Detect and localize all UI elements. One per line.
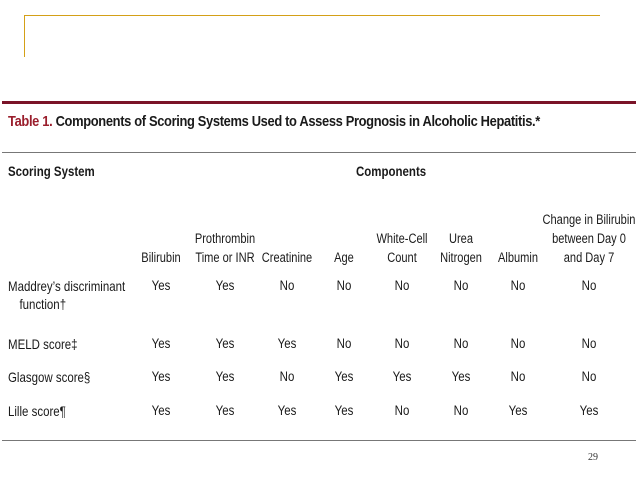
table-number: Table 1. (8, 113, 53, 130)
table-cell: Yes (508, 402, 528, 418)
table-cell: Yes (151, 277, 171, 293)
table-cell: Yes (151, 402, 171, 418)
table-header-rule (2, 152, 636, 153)
column-header-line: White-Cell (376, 231, 428, 246)
column-header-line: Count (387, 250, 417, 265)
row-label-lille-score (8, 402, 66, 420)
column-header-line: Time or INR (195, 250, 255, 265)
table-cell: Yes (334, 368, 354, 384)
table-cell: Yes (392, 368, 412, 384)
table-cell: No (336, 335, 352, 351)
row-label-maddrey-s-discriminant (8, 277, 125, 313)
table-cell: Yes (277, 335, 297, 351)
row-label-meld-score (8, 335, 78, 353)
table-cell: No (394, 335, 410, 351)
column-header-line: Creatinine (261, 250, 313, 265)
table-cell: Yes (215, 368, 235, 384)
column-header-line: Urea (448, 231, 473, 246)
table-cell: No (453, 335, 469, 351)
column-header-line: Nitrogen (440, 250, 482, 265)
table-cell: No (510, 277, 526, 293)
table-title-text: Components of Scoring Systems Used to Assess Prognosis in Alcoholic Hepatitis.* (55, 113, 540, 130)
table-cell: Yes (215, 402, 235, 418)
table-cell: No (394, 277, 410, 293)
row-label-line: Glasgow score§ (8, 369, 91, 385)
decorative-top-rule (24, 15, 600, 16)
row-label-line: Maddrey’s discriminant (8, 278, 126, 294)
column-header-line: Age (334, 250, 354, 265)
table-cell: Yes (579, 402, 599, 418)
scoring-system-header: Scoring System (8, 163, 95, 179)
table-bottom-rule (2, 440, 636, 441)
table-cell: No (510, 368, 526, 384)
table-cell: No (510, 335, 526, 351)
row-label-glasgow-score (8, 368, 90, 386)
table-title (8, 113, 540, 130)
table-cell: No (279, 368, 295, 384)
row-label-line: MELD score‡ (8, 336, 78, 352)
column-header-line: Prothrombin (194, 231, 256, 246)
row-label-line: Lille score¶ (8, 403, 66, 419)
components-header: Components (356, 163, 427, 179)
row-label-line: function† (19, 296, 67, 312)
table-cell: Yes (277, 402, 297, 418)
table-cell: Yes (215, 335, 235, 351)
table-top-rule (2, 101, 636, 104)
table-cell: No (336, 277, 352, 293)
table-cell: No (394, 402, 410, 418)
column-header-line: Bilirubin (141, 250, 181, 265)
table-cell: Yes (151, 368, 171, 384)
table-cell: No (453, 402, 469, 418)
table-cell: Yes (151, 335, 171, 351)
column-header-change-in-bilirubin-between-day-0-and-day-7 (536, 210, 638, 267)
column-header-creatinine (250, 248, 324, 267)
table-cell: Yes (334, 402, 354, 418)
table-cell: No (453, 277, 469, 293)
table-cell: No (581, 335, 597, 351)
table-cell: Yes (215, 277, 235, 293)
column-header-line: between Day 0 (552, 231, 626, 246)
table-cell: No (581, 368, 597, 384)
column-header-line: Albumin (497, 250, 539, 265)
column-header-line: Change in Bilirubin (542, 212, 636, 227)
table-cell: Yes (451, 368, 471, 384)
table-cell: No (279, 277, 295, 293)
column-header-line: and Day 7 (563, 250, 615, 265)
decorative-left-rule (24, 15, 25, 57)
scoring-systems-table (2, 101, 636, 441)
column-header-urea-nitrogen (428, 229, 494, 267)
slide-number: 29 (588, 452, 598, 463)
table-cell: No (581, 277, 597, 293)
column-header-age (319, 248, 368, 267)
